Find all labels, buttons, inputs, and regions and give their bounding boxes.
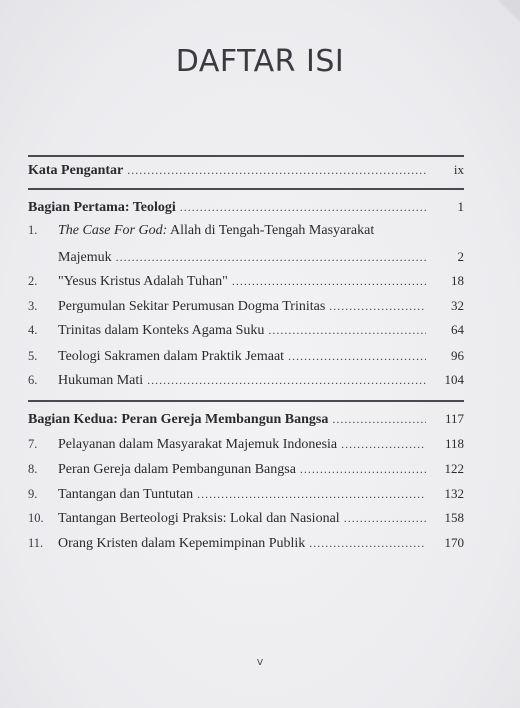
toc-entry[interactable] (28, 298, 464, 320)
toc-entry-title: Orang Kristen dalam Kepemimpinan Publik (58, 536, 306, 551)
dot-leader (232, 274, 426, 289)
toc-entry-continuation[interactable] (28, 249, 464, 271)
toc-entry-title: Trinitas dalam Konteks Agama Suku (58, 323, 265, 338)
section-divider (28, 188, 464, 190)
toc-entry-title-rest: Allah di Tengah-Tengah Masyarakat (167, 223, 375, 238)
toc-page-number: 104 (444, 372, 464, 387)
dot-leader (180, 200, 426, 215)
dot-leader (268, 323, 426, 338)
dot-leader (127, 163, 426, 178)
toc-entry-number: 5. (28, 349, 38, 363)
toc-entry-title: Peran Gereja dalam Pembangunan Bangsa (58, 462, 296, 477)
toc-entry-number: 7. (28, 437, 38, 451)
page-title: DAFTAR ISI (175, 44, 345, 79)
toc-entry-label: Kata Pengantar (28, 163, 124, 178)
toc-entry[interactable] (28, 273, 464, 295)
toc-entry[interactable] (28, 372, 464, 394)
toc-page-number: 132 (444, 486, 464, 501)
toc-entry-title: Hukuman Mati (58, 373, 144, 388)
dot-leader (344, 511, 426, 526)
toc-entry-title: "Yesus Kristus Adalah Tuhan" (58, 274, 228, 289)
toc-entry-title: Teologi Sakramen dalam Praktik Jemaat (58, 349, 285, 364)
toc-entry-number: 1. (28, 223, 38, 237)
toc-entry-title: Pergumulan Sekitar Perumusan Dogma Trinitas (58, 299, 326, 314)
dot-leader (197, 487, 426, 502)
toc-page-number: 158 (444, 510, 464, 525)
toc-entry-number: 9. (28, 487, 38, 501)
toc-page-number: 122 (444, 461, 464, 476)
dot-leader (341, 437, 426, 452)
toc-page-number: 96 (451, 348, 464, 363)
toc-entry-number: 2. (28, 274, 38, 288)
toc-page-number: 118 (444, 436, 464, 451)
toc-part-label: Bagian Kedua: Peran Gereja Membangun Bangsa (28, 412, 329, 427)
dot-leader (116, 250, 426, 265)
toc-entry[interactable] (28, 510, 464, 532)
toc-page-number: 1 (457, 199, 464, 214)
toc-entry-number: 6. (28, 373, 38, 387)
toc-page-number: 117 (444, 411, 464, 426)
dot-leader (288, 349, 426, 364)
toc-entry[interactable] (28, 535, 464, 557)
dot-leader (147, 373, 426, 388)
toc-entry-title: Pelayanan dalam Masyarakat Majemuk Indonesia (58, 437, 338, 452)
toc-page-number: ix (453, 162, 464, 177)
toc-page-number: 2 (457, 249, 464, 264)
toc-entry[interactable] (28, 322, 464, 344)
dot-leader (332, 412, 426, 427)
page-folio: v (256, 655, 264, 668)
toc-page-number: 18 (451, 273, 464, 288)
dot-leader (300, 462, 426, 477)
toc-entry-intro[interactable] (28, 162, 464, 184)
dot-leader (309, 536, 426, 551)
dot-leader (329, 299, 426, 314)
toc-entry[interactable] (28, 436, 464, 458)
toc-entry-number: 10. (28, 511, 44, 525)
toc-page-number: 170 (444, 535, 464, 550)
toc-part-label: Bagian Pertama: Teologi (28, 200, 176, 215)
toc-entry[interactable] (28, 223, 464, 245)
toc-entry-title: Majemuk (58, 250, 112, 265)
toc-entry-title-italic: The Case For God: (58, 223, 168, 238)
toc-part-heading[interactable] (28, 411, 464, 433)
toc-page-number: 32 (451, 298, 464, 313)
toc-page-number: 64 (451, 322, 464, 337)
toc-entry-number: 8. (28, 462, 38, 476)
toc-entry[interactable] (28, 486, 464, 508)
toc-entry-title: Tantangan dan Tuntutan (58, 487, 194, 502)
top-divider (28, 155, 464, 157)
section-divider (28, 400, 464, 402)
toc-entry-number: 11. (28, 536, 44, 550)
toc-part-heading[interactable] (28, 199, 464, 221)
toc-entry-title: Tantangan Berteologi Praksis: Lokal dan Nasional (58, 511, 340, 526)
page-corner-shadow (498, 0, 520, 22)
toc-entry[interactable] (28, 348, 464, 370)
toc-entry-title (58, 223, 374, 239)
toc-entry-number: 3. (28, 299, 38, 313)
toc-entry[interactable] (28, 461, 464, 483)
toc-entry-number: 4. (28, 323, 38, 337)
